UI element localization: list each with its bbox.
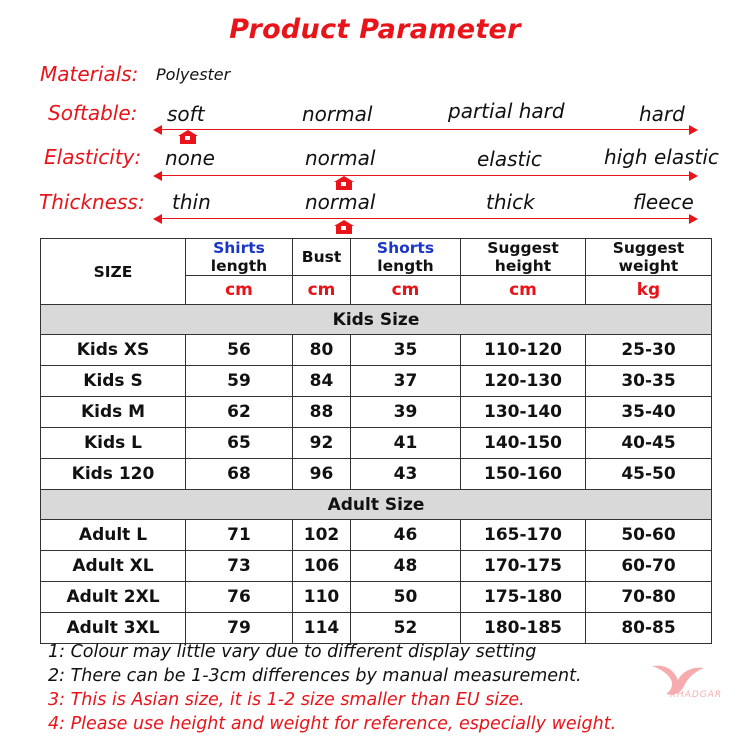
table-cell: 96: [293, 459, 351, 490]
table-cell: 50: [351, 582, 461, 613]
size-cell: Kids XS: [41, 335, 186, 366]
table-cell: 76: [186, 582, 293, 613]
suggest-height-header: Suggest height: [461, 239, 586, 276]
table-row: [41, 520, 712, 551]
table-cell: 45-50: [586, 459, 712, 490]
group-heading: Kids Size: [41, 305, 712, 335]
thickness-scale-line: [160, 218, 692, 219]
table-cell: 114: [293, 613, 351, 644]
unit-cell: cm: [461, 276, 586, 305]
table-cell: 25-30: [586, 335, 712, 366]
group-row-kids: [41, 305, 712, 335]
table-header-row: [41, 239, 712, 276]
table-row: [41, 459, 712, 490]
materials-label: Materials:: [40, 62, 139, 86]
table-cell: 46: [351, 520, 461, 551]
unit-cell: kg: [586, 276, 712, 305]
thickness-option-fleece: fleece: [633, 190, 694, 214]
elasticity-selected-marker-icon: [333, 176, 355, 190]
thickness-selected-marker-icon: [333, 220, 355, 234]
group-row-adult: [41, 490, 712, 520]
watermark-text: KHADGAR: [670, 690, 723, 700]
table-cell: 39: [351, 397, 461, 428]
size-cell: Adult XL: [41, 551, 186, 582]
right-arrow-icon: [689, 125, 698, 135]
note-4: 4: Please use height and weight for reference, especially weight.: [48, 714, 617, 734]
right-arrow-icon: [689, 214, 698, 224]
table-cell: 88: [293, 397, 351, 428]
table-cell: 165-170: [461, 520, 586, 551]
table-cell: 71: [186, 520, 293, 551]
elasticity-scale-line: [160, 175, 692, 176]
group-heading: Adult Size: [41, 490, 712, 520]
notes-list: [48, 640, 616, 736]
table-row: [41, 613, 712, 644]
table-cell: 43: [351, 459, 461, 490]
softable-option-normal: normal: [302, 102, 373, 126]
softable-option-hard: hard: [639, 102, 685, 126]
table-row: [41, 335, 712, 366]
table-cell: 140-150: [461, 428, 586, 459]
table-cell: 62: [186, 397, 293, 428]
elasticity-label: Elasticity:: [44, 145, 142, 169]
softable-option-partial-hard: partial hard: [448, 99, 565, 123]
thickness-option-thin: thin: [172, 190, 211, 214]
page-title: Product Parameter: [229, 14, 521, 45]
size-table: [40, 238, 712, 644]
table-cell: 35: [351, 335, 461, 366]
size-cell: Adult L: [41, 520, 186, 551]
table-cell: 150-160: [461, 459, 586, 490]
table-cell: 180-185: [461, 613, 586, 644]
thickness-option-normal: normal: [305, 190, 376, 214]
table-cell: 48: [351, 551, 461, 582]
unit-cell: cm: [351, 276, 461, 305]
table-cell: 50-60: [586, 520, 712, 551]
table-cell: 52: [351, 613, 461, 644]
size-cell: Adult 3XL: [41, 613, 186, 644]
table-row: [41, 366, 712, 397]
elasticity-option-elastic: elastic: [477, 147, 542, 171]
table-cell: 80: [293, 335, 351, 366]
size-cell: Adult 2XL: [41, 582, 186, 613]
table-cell: 120-130: [461, 366, 586, 397]
elasticity-option-high-elastic: high elastic: [604, 145, 719, 169]
table-cell: 106: [293, 551, 351, 582]
table-cell: 92: [293, 428, 351, 459]
size-cell: Kids M: [41, 397, 186, 428]
table-cell: 68: [186, 459, 293, 490]
softable-selected-marker-icon: [177, 130, 199, 144]
note-1: 1: Colour may little vary due to different display setting: [48, 642, 537, 662]
unit-cell: cm: [186, 276, 293, 305]
left-arrow-icon: [153, 214, 162, 224]
shorts-length-header: Shorts length: [351, 239, 461, 276]
note-2: 2: There can be 1-3cm differences by manual measurement.: [48, 666, 582, 686]
table-cell: 65: [186, 428, 293, 459]
bust-header: Bust: [293, 239, 351, 276]
table-row: [41, 428, 712, 459]
thickness-option-thick: thick: [486, 190, 535, 214]
elasticity-option-normal: normal: [305, 146, 376, 170]
table-cell: 30-35: [586, 366, 712, 397]
watermark-logo: [648, 660, 728, 720]
table-cell: 170-175: [461, 551, 586, 582]
table-row: [41, 582, 712, 613]
table-cell: 37: [351, 366, 461, 397]
table-cell: 60-70: [586, 551, 712, 582]
unit-cell: cm: [293, 276, 351, 305]
softable-label: Softable:: [48, 101, 138, 125]
table-row: [41, 397, 712, 428]
softable-option-soft: soft: [167, 102, 205, 126]
left-arrow-icon: [153, 171, 162, 181]
table-cell: 175-180: [461, 582, 586, 613]
table-cell: 84: [293, 366, 351, 397]
table-cell: 110: [293, 582, 351, 613]
table-cell: 110-120: [461, 335, 586, 366]
table-cell: 102: [293, 520, 351, 551]
size-cell: Kids 120: [41, 459, 186, 490]
materials-value: Polyester: [156, 65, 231, 84]
size-column-header: SIZE: [41, 239, 186, 305]
thickness-label: Thickness:: [39, 190, 145, 214]
table-cell: 70-80: [586, 582, 712, 613]
elasticity-option-none: none: [165, 146, 215, 170]
right-arrow-icon: [689, 171, 698, 181]
left-arrow-icon: [153, 125, 162, 135]
size-cell: Kids S: [41, 366, 186, 397]
table-cell: 40-45: [586, 428, 712, 459]
table-cell: 73: [186, 551, 293, 582]
shirts-length-header: Shirts length: [186, 239, 293, 276]
suggest-weight-header: Suggest weight: [586, 239, 712, 276]
note-3: 3: This is Asian size, it is 1-2 size smaller than EU size.: [48, 690, 525, 710]
table-cell: 35-40: [586, 397, 712, 428]
size-cell: Kids L: [41, 428, 186, 459]
table-cell: 79: [186, 613, 293, 644]
table-cell: 56: [186, 335, 293, 366]
table-cell: 130-140: [461, 397, 586, 428]
table-cell: 80-85: [586, 613, 712, 644]
softable-scale-line: [160, 129, 692, 130]
table-cell: 59: [186, 366, 293, 397]
table-cell: 41: [351, 428, 461, 459]
table-row: [41, 551, 712, 582]
